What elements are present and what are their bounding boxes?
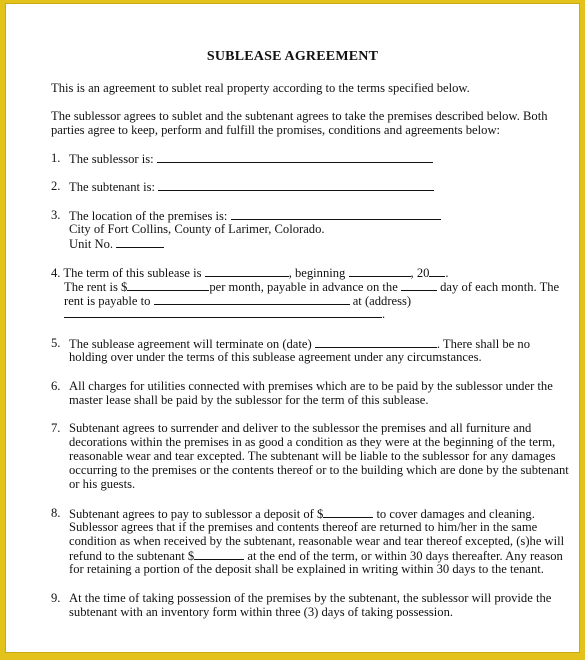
refund-text: refund to the subtenant $ <box>69 549 195 563</box>
surrender-line3: reasonable wear and tear excepted. The subtenant will be liable to the sublessor for any damages <box>69 449 556 463</box>
termination-date-blank[interactable] <box>315 336 437 348</box>
unit-label <box>69 236 164 251</box>
inventory-line1: At the time of taking possession of the premises by the subtenant, the sublessor will provide the <box>69 591 552 605</box>
address-blank[interactable] <box>64 306 382 318</box>
item-number: 8. <box>51 506 61 520</box>
item-number: 9. <box>51 591 61 605</box>
year-blank[interactable] <box>429 265 445 277</box>
address-line <box>64 306 385 321</box>
parties-text-line1: The sublessor agrees to sublet and the subtenant agrees to take the premises described below. Both <box>51 109 548 123</box>
termination-line <box>69 336 530 351</box>
location-blank[interactable] <box>231 208 441 220</box>
refund-amount-blank[interactable] <box>194 548 244 560</box>
beginning-date-blank[interactable] <box>349 265 411 277</box>
beginning-text: , beginning <box>288 266 346 280</box>
rent-payable-text: rent is payable to <box>64 294 151 308</box>
termination-text: The sublease agreement will terminate on (date) <box>69 337 312 351</box>
deposit-line4 <box>69 548 563 563</box>
surrender-line2: decorations within the premises in as good a condition as they were at the beginning of the term, <box>69 435 556 449</box>
rent-payee-blank[interactable] <box>154 293 350 305</box>
item-number: 3. <box>51 208 61 222</box>
rent-day-text: day of each month. The <box>440 280 560 294</box>
period: . <box>445 266 449 280</box>
item-number: 5. <box>51 336 61 350</box>
termination-line2: holding over under the terms of this sublease agreement under any circumstances. <box>69 350 482 364</box>
rent-line <box>64 279 559 294</box>
location-city: City of Fort Collins, County of Larimer, Colorado. <box>69 222 325 236</box>
inventory-line2: subtenant with an inventory form within three (3) days of taking possession. <box>69 605 454 619</box>
item-number: 4. <box>51 266 61 280</box>
subtenant-blank[interactable] <box>158 179 434 191</box>
year-prefix: , 20 <box>410 266 430 280</box>
document-page <box>5 3 580 653</box>
period: . <box>382 307 386 321</box>
utilities-line2: master lease shall be paid by the sublessor for the term of this sublease. <box>69 393 429 407</box>
address-text: at (address) <box>352 294 412 308</box>
deposit-line1 <box>69 506 535 521</box>
refund-terms-text: at the end of the term, or within 30 days thereafter. Any reason <box>247 549 563 563</box>
surrender-line5: or his guests. <box>69 477 136 491</box>
term-blank[interactable] <box>205 265 289 277</box>
sublessor-blank[interactable] <box>157 151 433 163</box>
term-line <box>51 265 449 280</box>
parties-text-line2: parties agree to keep, perform and fulfill the promises, conditions and agreements below: <box>51 123 501 137</box>
rent-day-blank[interactable] <box>401 279 437 291</box>
deposit-purpose-text: to cover damages and cleaning. <box>376 507 535 521</box>
item-number: 6. <box>51 379 61 393</box>
deposit-line3: condition as when received by the subtenant, reasonable wear and tear thereof excepted, (s)he will <box>69 534 565 548</box>
item-number: 1. <box>51 151 61 165</box>
deposit-text: Subtenant agrees to pay to sublessor a deposit of $ <box>69 507 324 521</box>
location-label-text: The location of the premises is: <box>69 209 228 223</box>
term-text: The term of this sublease is <box>63 266 202 280</box>
subtenant-label-text: The subtenant is: <box>69 180 156 194</box>
deposit-amount-blank[interactable] <box>323 506 373 518</box>
utilities-line1: All charges for utilities connected with premises which are to be paid by the sublessor under the <box>69 379 553 393</box>
unit-label-text: Unit No. <box>69 237 114 251</box>
sublessor-label <box>69 151 433 166</box>
deposit-line5: for retaining a portion of the deposit shall be explained in writing within 30 days to the tenant. <box>69 562 544 576</box>
intro-text: This is an agreement to sublet real property according to the terms specified below. <box>51 81 470 95</box>
no-holding-text: . There shall be no <box>436 337 530 351</box>
rent-text: The rent is $ <box>64 280 128 294</box>
rent-due-text: per month, payable in advance on the <box>209 280 398 294</box>
item-number: 7. <box>51 421 61 435</box>
sublessor-label-text: The sublessor is: <box>69 152 154 166</box>
deposit-line2: Sublessor agrees that if the premises and contents thereof are returned to him/her in the same <box>69 520 538 534</box>
document-title: SUBLEASE AGREEMENT <box>206 49 379 64</box>
surrender-line1: Subtenant agrees to surrender and deliver to the sublessor the premises and all furniture and <box>69 421 532 435</box>
subtenant-label <box>69 179 434 194</box>
rent-amount-blank[interactable] <box>127 279 209 291</box>
item-number: 2. <box>51 179 61 193</box>
surrender-line4: occurring to the premises or the contents thereof or to the building which are done by the subtenant <box>69 463 569 477</box>
location-label <box>69 208 441 223</box>
unit-blank[interactable] <box>116 236 164 248</box>
